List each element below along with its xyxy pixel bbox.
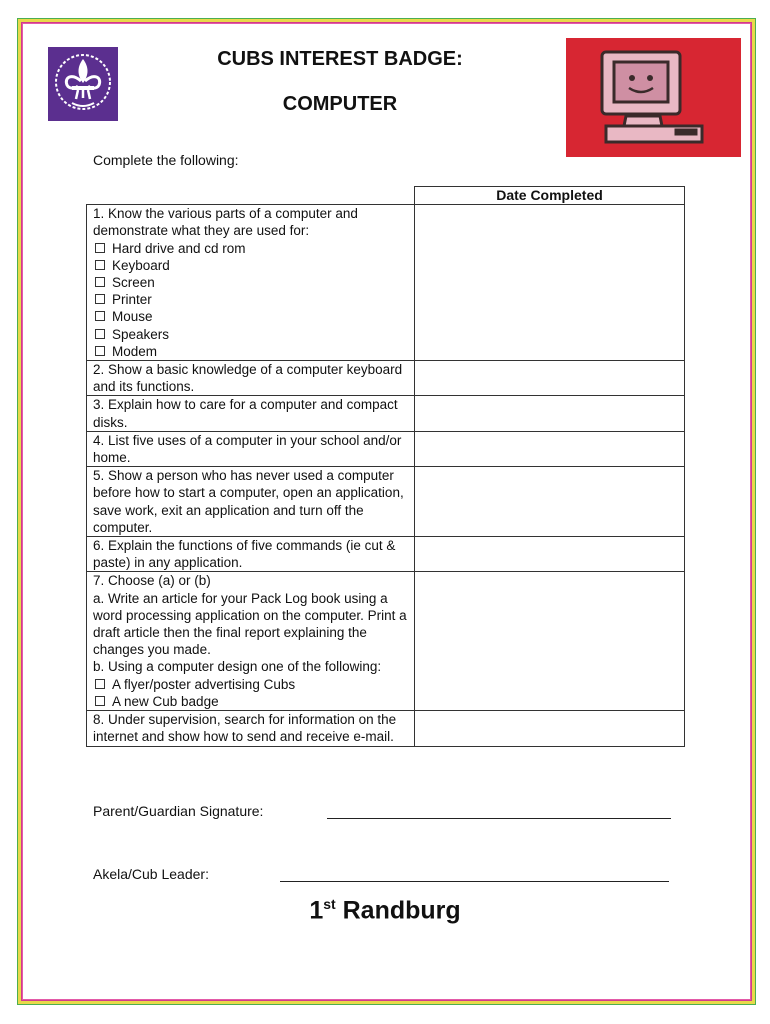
table-row [87,431,685,466]
requirement-cell [87,431,415,466]
parent-signature-line[interactable] [327,818,671,819]
date-completed-cell[interactable] [415,361,685,396]
checklist-item [93,308,408,325]
requirement-text: 6. Explain the functions of five commands (ie cut & paste) in any application. [93,538,396,571]
date-completed-cell[interactable] [415,205,685,361]
table-row [87,396,685,431]
page-title: CUBS INTEREST BADGE: [217,48,463,70]
date-completed-cell[interactable] [415,467,685,537]
requirement-cell [87,205,415,361]
requirement-text: 3. Explain how to care for a computer and compact disks. [93,397,398,430]
table-row [87,361,685,396]
checkbox[interactable] [95,260,105,270]
table-row [87,711,685,746]
requirement-text: 7. Choose (a) or (b) [93,573,211,589]
checkbox[interactable] [95,696,105,706]
checklist-label: Screen [112,275,155,291]
leader-signature-line[interactable] [280,881,669,882]
checkbox[interactable] [95,346,105,356]
parent-signature-label: Parent/Guardian Signature: [93,803,264,819]
checklist-item [93,257,408,274]
requirement-text: 2. Show a basic knowledge of a computer keyboard and its functions. [93,362,403,395]
requirement-cell [87,361,415,396]
requirement-cell [87,396,415,431]
checkbox[interactable] [95,679,105,689]
fleur-de-lis-icon [48,47,118,121]
requirements-table [86,186,685,747]
requirement-text: 4. List five uses of a computer in your school and/or home. [93,432,402,466]
date-completed-cell[interactable] [415,537,685,572]
table-row [87,467,685,537]
computer-badge-icon [566,38,741,157]
date-completed-cell[interactable] [415,431,685,466]
table-row [87,537,685,572]
checkbox[interactable] [95,311,105,321]
checklist-item [93,326,408,343]
requirement-text: a. Write an article for your Pack Log book using a word processing application on the computer. Print a draft article then the final report explaining the changes you made. [93,590,407,658]
date-completed-cell[interactable] [415,572,685,711]
checklist-item [93,343,408,360]
checklist-item [93,240,408,257]
requirement-cell [87,572,415,711]
requirement-cell [87,711,415,746]
table-row [87,205,685,361]
leader-signature-label: Akela/Cub Leader: [93,866,209,882]
checklist-item [93,274,408,291]
page-subtitle: COMPUTER [282,93,398,115]
requirement-cell [87,467,415,537]
checklist-label: A new Cub badge [112,693,219,709]
requirement-text: 1. Know the various parts of a computer and demonstrate what they are used for: [93,206,358,239]
date-completed-cell[interactable] [415,396,685,431]
requirement-text: 5. Show a person who has never used a computer before how to start a computer, open an application, save work, exit an application and turn off the computer. [93,468,404,535]
checklist-label: Hard drive and cd rom [112,240,246,256]
date-completed-cell[interactable] [415,711,685,746]
checkbox[interactable] [95,277,105,287]
checklist-label: Mouse [112,309,153,325]
checkbox[interactable] [95,294,105,304]
checklist-label: Printer [112,292,152,308]
requirement-text: b. Using a computer design one of the following: [93,659,382,675]
table-row [87,572,685,711]
checkbox[interactable] [95,243,105,253]
checklist-item [93,676,408,693]
checkbox[interactable] [95,329,105,339]
table-header-row [87,187,685,205]
checklist-item [93,291,408,308]
checklist-label: Keyboard [112,257,170,273]
intro-text: Complete the following: [93,152,239,168]
requirement-cell [87,537,415,572]
requirement-text: 8. Under supervision, search for information on the internet and show how to send and receive e-mail. [93,712,397,745]
group-name: 1st Randburg [309,896,461,925]
checklist-label: Speakers [112,326,170,342]
checklist-label: A flyer/poster advertising Cubs [112,676,296,692]
checklist-label: Modem [112,343,158,359]
checklist-item [93,693,408,710]
date-completed-header: Date Completed [415,187,685,205]
